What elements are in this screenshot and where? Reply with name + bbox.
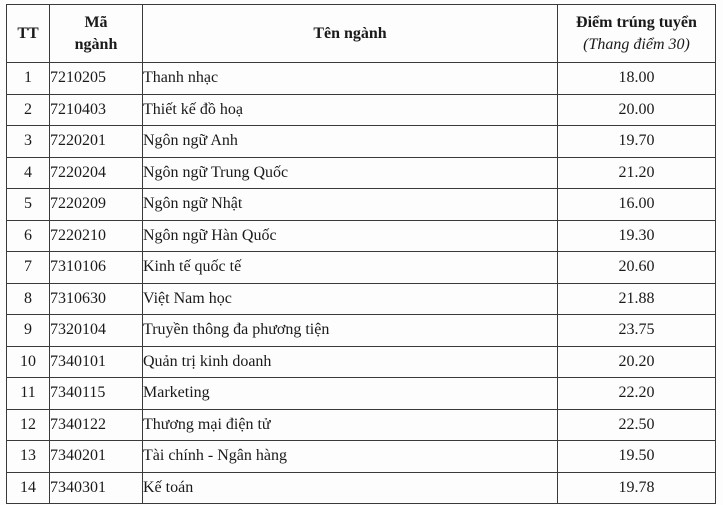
header-tt — [7, 5, 50, 63]
row-name-cell: Kế toán — [143, 472, 558, 504]
table-row — [7, 472, 716, 504]
row-name-cell: Tài chính - Ngân hàng — [143, 441, 558, 473]
table-row — [7, 63, 716, 95]
row-tt-cell: 3 — [7, 126, 50, 158]
row-name-cell: Thương mại điện tử — [143, 409, 558, 441]
row-score-cell: 21.88 — [558, 283, 716, 315]
table-row — [7, 378, 716, 410]
table-row — [7, 126, 716, 158]
row-score-cell: 21.20 — [558, 157, 716, 189]
row-score-cell: 22.20 — [558, 378, 716, 410]
table-row — [7, 441, 716, 473]
row-score-cell: 20.20 — [558, 346, 716, 378]
row-tt-cell: 10 — [7, 346, 50, 378]
row-name-cell: Marketing — [143, 378, 558, 410]
row-tt-cell: 14 — [7, 472, 50, 504]
row-code-cell: 7310106 — [50, 252, 143, 284]
row-name-cell: Quản trị kinh doanh — [143, 346, 558, 378]
table-row — [7, 315, 716, 347]
table-header-row — [7, 5, 716, 63]
row-tt-cell: 6 — [7, 220, 50, 252]
row-tt-cell: 4 — [7, 157, 50, 189]
table-row — [7, 252, 716, 284]
header-score-line1: Điểm trúng tuyển — [576, 13, 697, 31]
table-body — [7, 63, 716, 504]
row-code-cell: 7340301 — [50, 472, 143, 504]
row-name-cell: Ngôn ngữ Anh — [143, 126, 558, 158]
row-score-cell: 20.60 — [558, 252, 716, 284]
row-tt-cell: 5 — [7, 189, 50, 221]
admission-score-table — [6, 4, 716, 504]
table-row — [7, 283, 716, 315]
row-code-cell: 7220210 — [50, 220, 143, 252]
row-tt-cell: 11 — [7, 378, 50, 410]
row-code-cell: 7220209 — [50, 189, 143, 221]
table-row — [7, 189, 716, 221]
row-name-cell: Việt Nam học — [143, 283, 558, 315]
header-score — [558, 5, 716, 63]
header-tt-label: TT — [17, 24, 39, 42]
table-row — [7, 157, 716, 189]
row-tt-cell: 8 — [7, 283, 50, 315]
table-row — [7, 220, 716, 252]
row-score-cell: 19.70 — [558, 126, 716, 158]
header-code-line2: ngành — [74, 35, 118, 53]
row-score-cell: 16.00 — [558, 189, 716, 221]
row-code-cell: 7220201 — [50, 126, 143, 158]
row-tt-cell: 1 — [7, 63, 50, 95]
row-tt-cell: 2 — [7, 94, 50, 126]
row-score-cell: 22.50 — [558, 409, 716, 441]
row-name-cell: Ngôn ngữ Trung Quốc — [143, 157, 558, 189]
row-tt-cell: 9 — [7, 315, 50, 347]
row-score-cell: 19.30 — [558, 220, 716, 252]
row-code-cell: 7210205 — [50, 63, 143, 95]
row-code-cell: 7340201 — [50, 441, 143, 473]
row-name-cell: Kinh tế quốc tế — [143, 252, 558, 284]
row-score-cell: 19.50 — [558, 441, 716, 473]
header-code-line1: Mã — [84, 13, 108, 31]
row-code-cell: 7340122 — [50, 409, 143, 441]
row-score-cell: 23.75 — [558, 315, 716, 347]
row-score-cell: 20.00 — [558, 94, 716, 126]
header-name-label: Tên ngành — [313, 24, 387, 42]
row-tt-cell: 13 — [7, 441, 50, 473]
row-name-cell: Ngôn ngữ Hàn Quốc — [143, 220, 558, 252]
row-code-cell: 7220204 — [50, 157, 143, 189]
row-score-cell: 19.78 — [558, 472, 716, 504]
row-tt-cell: 7 — [7, 252, 50, 284]
header-code — [50, 5, 143, 63]
row-code-cell: 7310630 — [50, 283, 143, 315]
header-score-line2: (Thang điểm 30) — [583, 35, 690, 53]
row-name-cell: Ngôn ngữ Nhật — [143, 189, 558, 221]
row-name-cell: Thanh nhạc — [143, 63, 558, 95]
row-name-cell: Truyền thông đa phương tiện — [143, 315, 558, 347]
row-code-cell: 7340115 — [50, 378, 143, 410]
header-name — [143, 5, 558, 63]
table-row — [7, 346, 716, 378]
row-code-cell: 7210403 — [50, 94, 143, 126]
row-code-cell: 7320104 — [50, 315, 143, 347]
row-name-cell: Thiết kế đồ hoạ — [143, 94, 558, 126]
table-row — [7, 409, 716, 441]
table-row — [7, 94, 716, 126]
row-tt-cell: 12 — [7, 409, 50, 441]
row-score-cell: 18.00 — [558, 63, 716, 95]
row-code-cell: 7340101 — [50, 346, 143, 378]
